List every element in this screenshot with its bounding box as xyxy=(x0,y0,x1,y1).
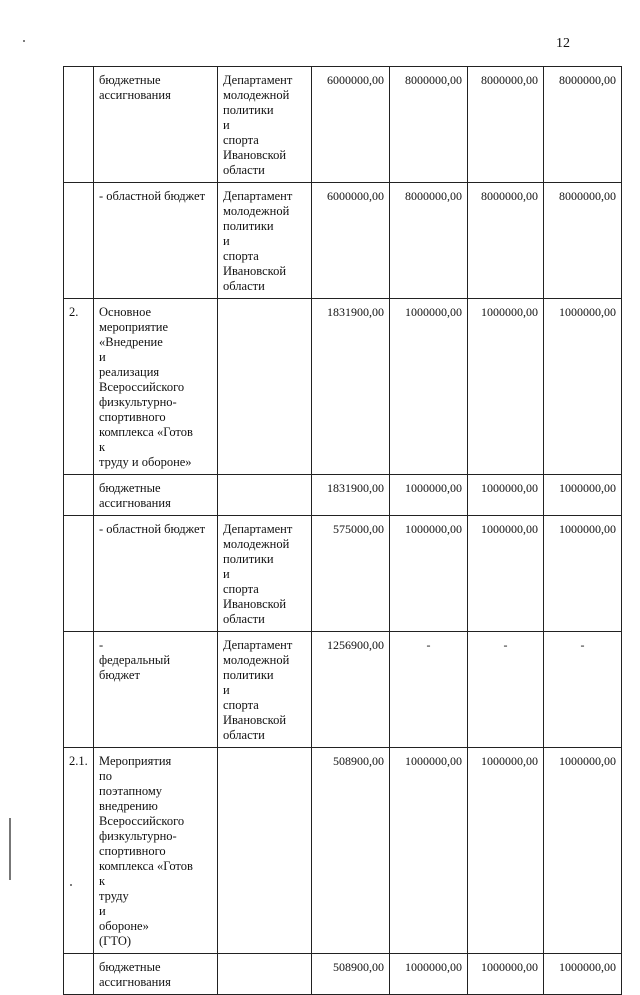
amount-year-3: 8000000,00 xyxy=(468,67,544,183)
item-name xyxy=(94,67,218,183)
cell-line: ассигнования xyxy=(99,496,171,510)
cell-line: области xyxy=(223,728,265,742)
cell-line xyxy=(99,335,212,365)
cell-word: политики xyxy=(223,668,274,682)
cell-line xyxy=(99,754,212,784)
amount-year-4: 8000000,00 xyxy=(544,183,622,299)
executor xyxy=(218,299,312,475)
amount-year-4: - xyxy=(544,632,622,748)
cell-line: молодежной xyxy=(223,88,290,102)
table-row xyxy=(64,516,622,632)
cell-word: и xyxy=(223,683,230,697)
amount-year-2: - xyxy=(390,632,468,748)
cell-line xyxy=(99,638,212,668)
executor xyxy=(218,632,312,748)
cell-word: и xyxy=(223,234,230,248)
item-name xyxy=(94,299,218,475)
amount-year-4: 1000000,00 xyxy=(544,475,622,516)
cell-line: Ивановской xyxy=(223,148,287,162)
cell-line xyxy=(99,889,212,934)
item-name xyxy=(94,748,218,954)
cell-word: федеральный xyxy=(99,653,171,667)
amount-year-2: 1000000,00 xyxy=(390,299,468,475)
cell-word: по xyxy=(99,769,112,783)
cell-line: физкультурно- xyxy=(99,395,177,409)
scan-speck xyxy=(23,40,25,42)
cell-line: спорта xyxy=(223,249,259,263)
cell-line xyxy=(223,668,306,698)
amount-year-3: - xyxy=(468,632,544,748)
cell-line: Всероссийского xyxy=(99,814,185,828)
cell-line: бюджетные xyxy=(99,73,161,87)
cell-line: Всероссийского xyxy=(99,380,185,394)
item-number xyxy=(64,516,94,632)
cell-word: к xyxy=(99,874,106,888)
cell-line: реализация xyxy=(99,365,160,379)
cell-line: ассигнования xyxy=(99,975,171,989)
cell-line: Ивановской xyxy=(223,264,287,278)
cell-word: Мероприятия xyxy=(99,754,172,768)
item-name xyxy=(94,954,218,995)
cell-line: Департамент xyxy=(223,73,293,87)
cell-line: спорта xyxy=(223,582,259,596)
cell-line xyxy=(99,425,212,455)
item-number: 2.1. xyxy=(64,748,94,954)
amount-year-4: 1000000,00 xyxy=(544,516,622,632)
cell-line: - областной бюджет xyxy=(99,189,206,203)
table-row xyxy=(64,475,622,516)
amount-year-3: 1000000,00 xyxy=(468,299,544,475)
cell-word: к xyxy=(99,440,106,454)
cell-line: бюджетные xyxy=(99,481,161,495)
cell-word: политики xyxy=(223,103,274,117)
cell-line: мероприятие xyxy=(99,320,169,334)
executor xyxy=(218,516,312,632)
amount-year-3: 1000000,00 xyxy=(468,475,544,516)
cell-line: бюджет xyxy=(99,668,140,682)
amount-year-1: 575000,00 xyxy=(312,516,390,632)
cell-word: - xyxy=(99,638,104,652)
cell-line: Департамент xyxy=(223,522,293,536)
cell-line: (ГТО) xyxy=(99,934,132,948)
amount-year-1: 508900,00 xyxy=(312,748,390,954)
amount-year-2: 8000000,00 xyxy=(390,183,468,299)
table-row xyxy=(64,954,622,995)
executor xyxy=(218,183,312,299)
cell-line: поэтапному xyxy=(99,784,163,798)
amount-year-4: 1000000,00 xyxy=(544,299,622,475)
cell-line: молодежной xyxy=(223,537,290,551)
item-number xyxy=(64,954,94,995)
amount-year-2: 1000000,00 xyxy=(390,748,468,954)
item-name xyxy=(94,183,218,299)
table-row xyxy=(64,183,622,299)
cell-word: политики xyxy=(223,219,274,233)
cell-word: политики xyxy=(223,552,274,566)
amount-year-2: 8000000,00 xyxy=(390,67,468,183)
cell-line: области xyxy=(223,163,265,177)
cell-line xyxy=(223,103,306,133)
cell-word: труду xyxy=(99,889,129,903)
amount-year-2: 1000000,00 xyxy=(390,475,468,516)
executor xyxy=(218,67,312,183)
cell-line: области xyxy=(223,279,265,293)
budget-table-body xyxy=(64,67,622,995)
amount-year-4: 1000000,00 xyxy=(544,748,622,954)
item-number: 2. xyxy=(64,299,94,475)
cell-line: спорта xyxy=(223,133,259,147)
cell-line: области xyxy=(223,612,265,626)
cell-line xyxy=(223,552,306,582)
executor xyxy=(218,954,312,995)
cell-line xyxy=(223,219,306,249)
cell-line: ассигнования xyxy=(99,88,171,102)
cell-word: «Внедрение xyxy=(99,335,163,349)
cell-word: обороне» xyxy=(99,919,149,933)
page-number: 12 xyxy=(556,36,570,51)
item-number xyxy=(64,475,94,516)
cell-word: комплекса «Готов xyxy=(99,425,193,439)
amount-year-1: 508900,00 xyxy=(312,954,390,995)
item-name xyxy=(94,475,218,516)
amount-year-1: 1256900,00 xyxy=(312,632,390,748)
cell-line: спортивного xyxy=(99,844,166,858)
amount-year-3: 1000000,00 xyxy=(468,954,544,995)
cell-word: и xyxy=(223,118,230,132)
cell-line: молодежной xyxy=(223,204,290,218)
item-name xyxy=(94,632,218,748)
item-number xyxy=(64,632,94,748)
table-row xyxy=(64,299,622,475)
cell-line: физкультурно- xyxy=(99,829,177,843)
table-row xyxy=(64,748,622,954)
cell-line: молодежной xyxy=(223,653,290,667)
cell-word: комплекса «Готов xyxy=(99,859,193,873)
amount-year-3: 1000000,00 xyxy=(468,748,544,954)
item-number xyxy=(64,183,94,299)
amount-year-1: 6000000,00 xyxy=(312,67,390,183)
amount-year-2: 1000000,00 xyxy=(390,516,468,632)
amount-year-4: 8000000,00 xyxy=(544,67,622,183)
cell-line: - областной бюджет xyxy=(99,522,206,536)
amount-year-1: 1831900,00 xyxy=(312,475,390,516)
cell-line: спортивного xyxy=(99,410,166,424)
amount-year-1: 6000000,00 xyxy=(312,183,390,299)
item-name xyxy=(94,516,218,632)
cell-line xyxy=(99,859,212,889)
scan-margin-line xyxy=(9,818,11,880)
table-row xyxy=(64,632,622,748)
cell-line: Ивановской xyxy=(223,597,287,611)
executor xyxy=(218,748,312,954)
cell-line: труду и обороне» xyxy=(99,455,192,469)
budget-table xyxy=(63,66,622,995)
table-row xyxy=(64,67,622,183)
cell-word: и xyxy=(223,567,230,581)
amount-year-2: 1000000,00 xyxy=(390,954,468,995)
cell-line: спорта xyxy=(223,698,259,712)
cell-word: и xyxy=(99,350,106,364)
cell-line: Основное xyxy=(99,305,152,319)
executor xyxy=(218,475,312,516)
amount-year-3: 1000000,00 xyxy=(468,516,544,632)
amount-year-3: 8000000,00 xyxy=(468,183,544,299)
amount-year-1: 1831900,00 xyxy=(312,299,390,475)
item-number xyxy=(64,67,94,183)
cell-line: Ивановской xyxy=(223,713,287,727)
cell-line: Департамент xyxy=(223,638,293,652)
cell-line: бюджетные xyxy=(99,960,161,974)
amount-year-4: 1000000,00 xyxy=(544,954,622,995)
cell-line: Департамент xyxy=(223,189,293,203)
cell-line: внедрению xyxy=(99,799,158,813)
cell-word: и xyxy=(99,904,106,918)
